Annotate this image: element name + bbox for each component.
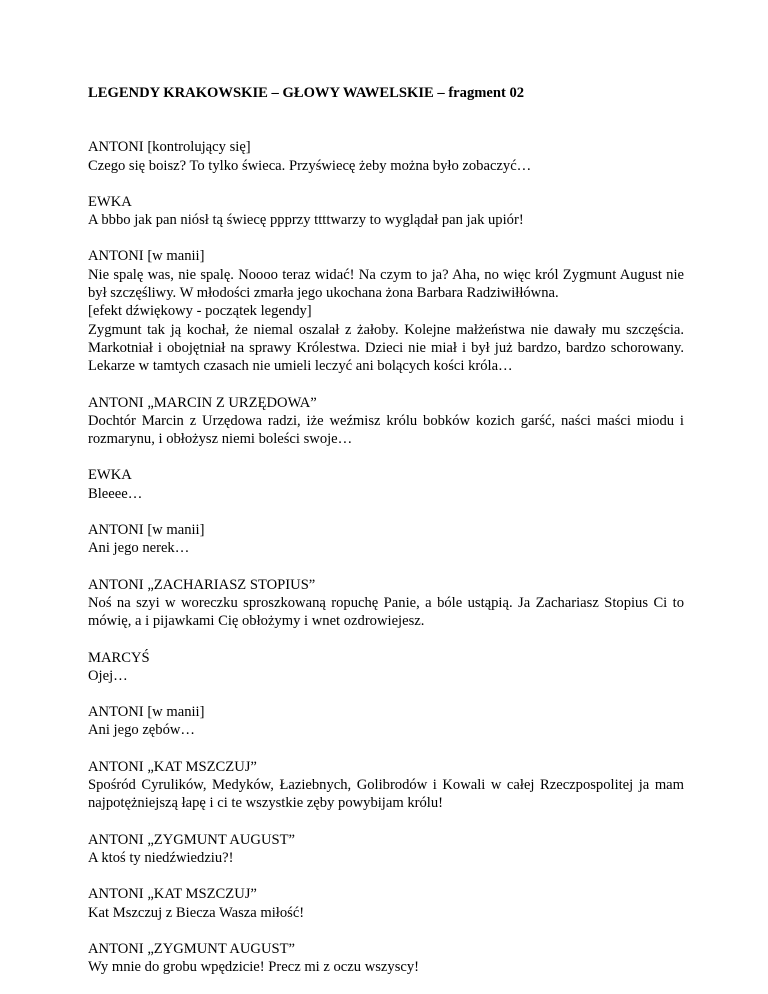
speaker-name: MARCYŚ xyxy=(88,649,150,666)
dialogue-line: Ojej… xyxy=(88,667,128,684)
speaker-name: EWKA xyxy=(88,467,132,484)
dialogue-line: Kat Mszczuj z Biecza Wasza miłość! xyxy=(88,904,305,921)
dialogue-line: A bbbo jak pan niósł tą świecę ppprzy ttttwarzy to wyglądał pan jak upiór! xyxy=(88,212,524,229)
dialogue-line: Czego się boisz? To tylko świeca. Przyświecę żeby można było zobaczyć… xyxy=(88,157,532,174)
dialogue-block xyxy=(88,466,684,503)
dialogue-block xyxy=(88,521,684,558)
dialogue-line: Wy mnie do grobu wpędzicie! Precz mi z oczu wszyscy! xyxy=(88,959,420,976)
speaker-name: ANTONI „ZYGMUNT AUGUST” xyxy=(88,831,295,848)
speaker-name: ANTONI „ZACHARIASZ STOPIUS” xyxy=(88,576,316,593)
dialogue-line: Dochtór Marcin z Urzędowa radzi, iże weźmisz królu bobków kozich garść, naści maści miodu i rozmarynu, i obłożysz niemi boleści swoje… xyxy=(88,412,684,448)
dialogue-block xyxy=(88,703,684,740)
speaker-name: ANTONI „KAT MSZCZUJ” xyxy=(88,886,257,903)
dialogue-line: Ani jego nerek… xyxy=(88,540,190,557)
dialogue-line: [efekt dźwiękowy - początek legendy] xyxy=(88,303,312,320)
speaker-name: ANTONI „KAT MSZCZUJ” xyxy=(88,758,257,775)
dialogue-line: Bleeee… xyxy=(88,485,143,502)
speaker-name: ANTONI „MARCIN Z URZĘDOWA” xyxy=(88,394,317,411)
speaker-name: ANTONI [w manii] xyxy=(88,248,205,265)
speaker-name: ANTONI „ZYGMUNT AUGUST” xyxy=(88,940,295,957)
dialogue-block xyxy=(88,394,684,449)
speaker-name: EWKA xyxy=(88,193,132,210)
speaker-name: ANTONI [w manii] xyxy=(88,704,205,721)
dialogue-block xyxy=(88,193,684,230)
document-page xyxy=(88,84,684,994)
dialogue-line: Noś na szyi w woreczku sproszkowaną ropuchę Panie, a bóle ustąpią. Ja Zachariasz Stopius Ci to mówię, a i pijawkami Cię obłożymy i wnet ozdrowiejesz. xyxy=(88,594,684,630)
dialogue-block xyxy=(88,940,684,977)
dialogue-block xyxy=(88,831,684,868)
dialogue-block xyxy=(88,576,684,631)
dialogue-line: Ani jego zębów… xyxy=(88,722,195,739)
speaker-name: ANTONI [w manii] xyxy=(88,522,205,539)
dialogue-line: A ktoś ty niedźwiedziu?! xyxy=(88,849,234,866)
dialogue-block xyxy=(88,247,684,375)
dialogue-line: Nie spalę was, nie spalę. Noooo teraz widać! Na czym to ja? Aha, no więc król Zygmunt August nie był szczęśliwy. W młodości zmarła jego ukochana żona Barbara Radziwiłłówna. xyxy=(88,266,684,302)
dialogue-line: Spośród Cyrulików, Medyków, Łaziebnych, Golibrodów i Kowali w całej Rzeczpospolitej ja mam najpotężniejszą łapę i ci te wszystkie zęby powybijam królu! xyxy=(88,777,684,812)
dialogue-block xyxy=(88,649,684,686)
document-title: LEGENDY KRAKOWSKIE – GŁOWY WAWELSKIE – fragment 02 xyxy=(88,85,525,101)
dialogue-blocks xyxy=(88,138,684,976)
dialogue-line: Zygmunt tak ją kochał, że niemal oszalał z żałoby. Kolejne małżeństwa nie dawały mu szczęścia. Markotniał i obojętniał na sprawy Królestwa. Dzieci nie miał i był już bardzo, bardzo schorowany. Lekarze w tamtych czasach nie umieli leczyć ani bolących kości króla… xyxy=(88,321,684,375)
dialogue-block xyxy=(88,138,684,175)
dialogue-block xyxy=(88,885,684,922)
dialogue-block xyxy=(88,758,684,813)
speaker-name: ANTONI [kontrolujący się] xyxy=(88,139,251,156)
